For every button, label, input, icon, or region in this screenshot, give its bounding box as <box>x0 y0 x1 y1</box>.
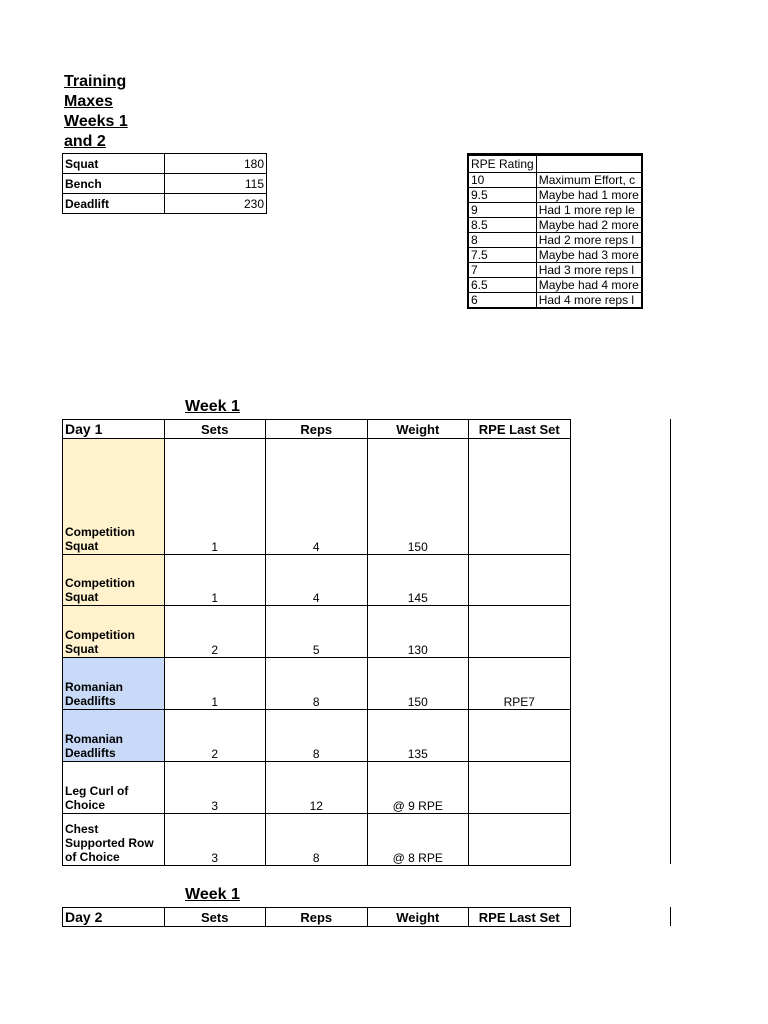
exercise-cell[interactable]: Chest Supported Row of Choice <box>63 814 165 866</box>
weight-cell[interactable]: @ 8 RPE <box>367 814 469 866</box>
lift-max-cell[interactable]: 115 <box>165 174 267 194</box>
lift-max-cell[interactable]: 230 <box>165 194 267 214</box>
week1-day2-table <box>62 907 571 927</box>
training-maxes-title: Training Maxes Weeks 1 and 2 <box>64 73 128 150</box>
table-row <box>63 762 571 814</box>
lift-name-cell[interactable]: Bench <box>63 174 165 194</box>
reps-header-cell[interactable]: Reps <box>266 420 368 439</box>
weight-cell[interactable]: 150 <box>367 658 469 710</box>
week-1-label: Week 1 <box>185 886 240 903</box>
rpe-cell[interactable]: RPE7 <box>469 658 571 710</box>
table-row <box>63 658 571 710</box>
sets-header-cell[interactable]: Sets <box>164 420 266 439</box>
rpe-last-set-header-cell[interactable]: RPE Last Set <box>469 908 571 927</box>
rpe-desc-cell[interactable]: Had 4 more reps l <box>536 293 642 309</box>
week1-day1-table <box>62 419 571 866</box>
rpe-desc-cell[interactable]: Had 1 more rep le <box>536 203 642 218</box>
table-row <box>63 814 571 866</box>
sets-cell[interactable]: 1 <box>164 439 266 555</box>
table-row <box>468 248 642 263</box>
table-row <box>63 174 267 194</box>
week-1-label: Week 1 <box>185 398 240 415</box>
rpe-rating-cell[interactable]: 7.5 <box>468 248 536 263</box>
reps-cell[interactable]: 5 <box>266 606 368 658</box>
lift-name-cell[interactable]: Deadlift <box>63 194 165 214</box>
weight-cell[interactable]: @ 9 RPE <box>367 762 469 814</box>
rpe-header-cell[interactable]: RPE Rating <box>468 155 536 173</box>
weight-cell[interactable]: 130 <box>367 606 469 658</box>
lift-name-cell[interactable]: Squat <box>63 154 165 174</box>
sets-header-cell[interactable]: Sets <box>164 908 266 927</box>
table-row <box>63 194 267 214</box>
rpe-rating-cell[interactable]: 9 <box>468 203 536 218</box>
reps-cell[interactable]: 8 <box>266 710 368 762</box>
reps-cell[interactable]: 4 <box>266 555 368 606</box>
table-row <box>63 606 571 658</box>
table-row <box>468 155 642 173</box>
rpe-rating-cell[interactable]: 9.5 <box>468 188 536 203</box>
exercise-cell[interactable]: Competition Squat <box>63 555 165 606</box>
table-row <box>468 203 642 218</box>
rpe-desc-cell[interactable]: Had 2 more reps l <box>536 233 642 248</box>
table-row <box>468 233 642 248</box>
lift-max-cell[interactable]: 180 <box>165 154 267 174</box>
weight-cell[interactable]: 150 <box>367 439 469 555</box>
reps-cell[interactable]: 4 <box>266 439 368 555</box>
rpe-rating-cell[interactable]: 7 <box>468 263 536 278</box>
rpe-rating-cell[interactable]: 6 <box>468 293 536 309</box>
table-row <box>63 555 571 606</box>
rpe-cell[interactable] <box>469 439 571 555</box>
exercise-cell[interactable]: Romanian Deadlifts <box>63 658 165 710</box>
column-divider <box>670 419 671 864</box>
rpe-cell[interactable] <box>469 762 571 814</box>
reps-cell[interactable]: 8 <box>266 814 368 866</box>
rpe-desc-cell[interactable]: Maybe had 2 more <box>536 218 642 233</box>
sets-cell[interactable]: 1 <box>164 555 266 606</box>
reps-cell[interactable]: 8 <box>266 658 368 710</box>
rpe-table <box>467 153 643 309</box>
rpe-desc-cell[interactable]: Maximum Effort, c <box>536 173 642 188</box>
rpe-cell[interactable] <box>469 814 571 866</box>
sets-cell[interactable]: 1 <box>164 658 266 710</box>
sets-cell[interactable]: 2 <box>164 710 266 762</box>
table-row <box>468 173 642 188</box>
exercise-cell[interactable]: Romanian Deadlifts <box>63 710 165 762</box>
weight-header-cell[interactable]: Weight <box>367 908 469 927</box>
rpe-desc-cell[interactable]: Maybe had 3 more <box>536 248 642 263</box>
rpe-cell[interactable] <box>469 555 571 606</box>
exercise-cell[interactable]: Competition Squat <box>63 606 165 658</box>
table-header-row <box>63 908 571 927</box>
rpe-rating-cell[interactable]: 8.5 <box>468 218 536 233</box>
rpe-cell[interactable] <box>469 710 571 762</box>
training-maxes-table <box>62 153 267 214</box>
table-row <box>468 263 642 278</box>
rpe-desc-cell[interactable]: Maybe had 1 more <box>536 188 642 203</box>
reps-header-cell[interactable]: Reps <box>266 908 368 927</box>
rpe-rating-cell[interactable]: 10 <box>468 173 536 188</box>
rpe-desc-cell[interactable]: Maybe had 4 more <box>536 278 642 293</box>
table-row <box>468 188 642 203</box>
table-row <box>63 439 571 555</box>
column-divider <box>670 907 671 926</box>
sets-cell[interactable]: 3 <box>164 762 266 814</box>
table-row <box>63 154 267 174</box>
table-row <box>468 293 642 309</box>
rpe-cell[interactable] <box>469 606 571 658</box>
day-header-cell[interactable]: Day 2 <box>63 908 165 927</box>
rpe-rating-cell[interactable]: 8 <box>468 233 536 248</box>
weight-cell[interactable]: 135 <box>367 710 469 762</box>
reps-cell[interactable]: 12 <box>266 762 368 814</box>
table-row <box>468 218 642 233</box>
exercise-cell[interactable]: Leg Curl of Choice <box>63 762 165 814</box>
rpe-rating-cell[interactable]: 6.5 <box>468 278 536 293</box>
table-row <box>63 710 571 762</box>
weight-header-cell[interactable]: Weight <box>367 420 469 439</box>
rpe-header-desc-cell[interactable] <box>536 155 642 173</box>
table-row <box>468 278 642 293</box>
rpe-table-container <box>467 150 672 360</box>
weight-cell[interactable]: 145 <box>367 555 469 606</box>
sets-cell[interactable]: 3 <box>164 814 266 866</box>
table-header-row <box>63 420 571 439</box>
day-header-cell[interactable]: Day 1 <box>63 420 165 439</box>
exercise-cell[interactable]: Competition Squat <box>63 439 165 555</box>
sets-cell[interactable]: 2 <box>164 606 266 658</box>
rpe-desc-cell[interactable]: Had 3 more reps l <box>536 263 642 278</box>
rpe-last-set-header-cell[interactable]: RPE Last Set <box>469 420 571 439</box>
